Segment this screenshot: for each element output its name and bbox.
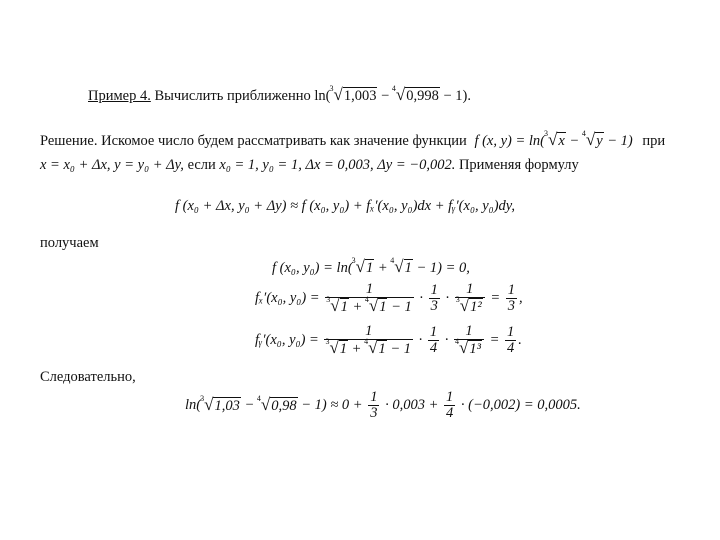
example-formula: ln( 3 √1,003 − 4 √0,998 − 1). bbox=[314, 84, 472, 104]
example-line bbox=[88, 86, 471, 105]
example-label: Пример 4. bbox=[88, 88, 151, 104]
final-result-line: ln( 3 √1,03 − 4 √0,98 − 1) ≈ 0 + $\frac{1}{3}$ · 0,003 + $\frac{1}{4}$ · (−0,002) = 0,0005. bbox=[185, 389, 581, 421]
fourth-root: 4 √0,998 bbox=[391, 84, 439, 104]
example-text: Вычислить приближенно bbox=[154, 88, 311, 104]
values-def: x₀ = 1, y₀ = 1, Δx = 0,003, Δy = −0,002. bbox=[219, 157, 456, 173]
obtain-word: получаем bbox=[40, 235, 99, 251]
at-word: при bbox=[642, 133, 666, 149]
variables-def: x = x₀ + Δx, y = y₀ + Δy, bbox=[40, 157, 184, 173]
solution-line-1 bbox=[40, 131, 665, 150]
function-definition: f (x, y) = ln( 3 √x − 4 √y − 1) bbox=[474, 129, 633, 149]
approximation-formula: f (x₀ + Δx, y₀ + Δy) ≈ f (x₀, y₀) + fₓ′(x₀, y₀)dx + fᵧ′(x₀, y₀)dy, bbox=[175, 198, 516, 214]
fx-derivative-line: fₓ′(x₀, y₀) = 1 3 √1 + 4 √1 − 1 · $\frac{1}{3}$ · 1 3 √1² = $\frac{1}{3}$ , bbox=[255, 281, 523, 315]
fy-derivative-line: fᵧ′(x₀, y₀) = 1 3 √1 + 4 √1 − 1 · $\frac{1}{4}$ · 1 4 √1³ = $\frac{1}{4}$ . bbox=[255, 323, 522, 357]
solution-line-2 bbox=[40, 156, 579, 174]
solution-label: Решение. bbox=[40, 133, 98, 149]
apply-text: Применяя формулу bbox=[458, 157, 579, 173]
f-value-line: f (x₀, y₀) = ln( 3 √1 + 4 √1 − 1) = 0, bbox=[272, 256, 470, 276]
therefore-word: Следовательно, bbox=[40, 369, 136, 385]
solution-text: Искомое число будем рассматривать как значение функции bbox=[101, 133, 467, 149]
if-word: если bbox=[187, 157, 216, 173]
cube-root: 3 √1,003 bbox=[329, 84, 377, 104]
